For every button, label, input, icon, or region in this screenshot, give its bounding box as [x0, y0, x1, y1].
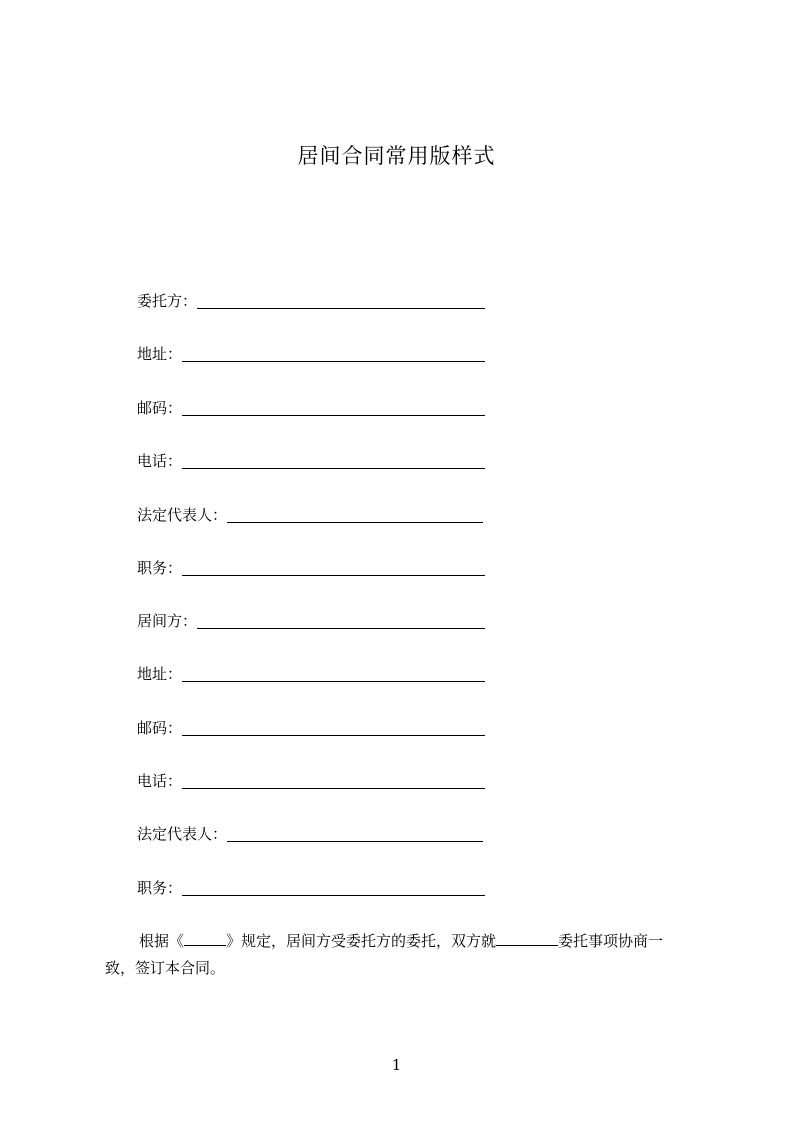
law-name-blank[interactable] [184, 931, 226, 946]
field-client-legal-rep [137, 502, 483, 526]
field-client [137, 288, 485, 312]
field-intermediary-blank[interactable] [197, 610, 485, 629]
field-client-position-label: 职务： [137, 559, 183, 577]
field-intermediary-legal-rep [137, 821, 483, 845]
document-title: 居间合同常用版样式 [297, 144, 496, 168]
field-intermediary-address [137, 661, 485, 685]
field-client-address [137, 341, 485, 365]
paragraph-line2: 致，签订本合同。 [105, 959, 226, 977]
field-client-position-blank[interactable] [182, 557, 485, 576]
field-client-legal-rep-blank[interactable] [227, 504, 483, 523]
paragraph-part3: 委托事项协商一 [558, 932, 664, 950]
field-client-position [137, 555, 485, 579]
field-intermediary-phone-blank[interactable] [182, 770, 485, 789]
field-intermediary-position [137, 875, 485, 899]
field-client-address-blank[interactable] [182, 343, 485, 362]
field-client-blank[interactable] [197, 290, 485, 309]
field-intermediary-postcode-label: 邮码： [137, 719, 183, 737]
page-number: 1 [391, 1056, 402, 1074]
field-intermediary-postcode [137, 715, 485, 739]
field-client-phone-blank[interactable] [182, 450, 485, 469]
paragraph-part2: 》规定，居间方受委托方的委托，双方就 [226, 932, 497, 950]
field-intermediary [137, 608, 485, 632]
field-client-label: 委托方： [137, 292, 198, 310]
field-client-address-label: 地址： [137, 345, 183, 363]
field-client-phone-label: 电话： [137, 452, 183, 470]
field-intermediary-position-blank[interactable] [182, 877, 485, 896]
field-intermediary-label: 居间方： [137, 612, 198, 630]
field-client-phone [137, 448, 485, 472]
field-intermediary-phone [137, 768, 485, 792]
field-client-postcode [137, 395, 485, 419]
field-intermediary-address-label: 地址： [137, 665, 183, 683]
field-client-postcode-blank[interactable] [182, 397, 485, 416]
field-intermediary-position-label: 职务： [137, 879, 183, 897]
field-intermediary-legal-rep-label: 法定代表人： [137, 825, 228, 843]
field-client-postcode-label: 邮码： [137, 399, 183, 417]
field-client-legal-rep-label: 法定代表人： [137, 506, 228, 524]
field-intermediary-phone-label: 电话： [137, 772, 183, 790]
contract-paragraph [105, 928, 705, 982]
field-intermediary-postcode-blank[interactable] [182, 717, 485, 736]
paragraph-part1: 根据《 [139, 932, 185, 950]
field-intermediary-address-blank[interactable] [182, 663, 485, 682]
matter-blank[interactable] [496, 931, 558, 946]
field-intermediary-legal-rep-blank[interactable] [227, 823, 483, 842]
